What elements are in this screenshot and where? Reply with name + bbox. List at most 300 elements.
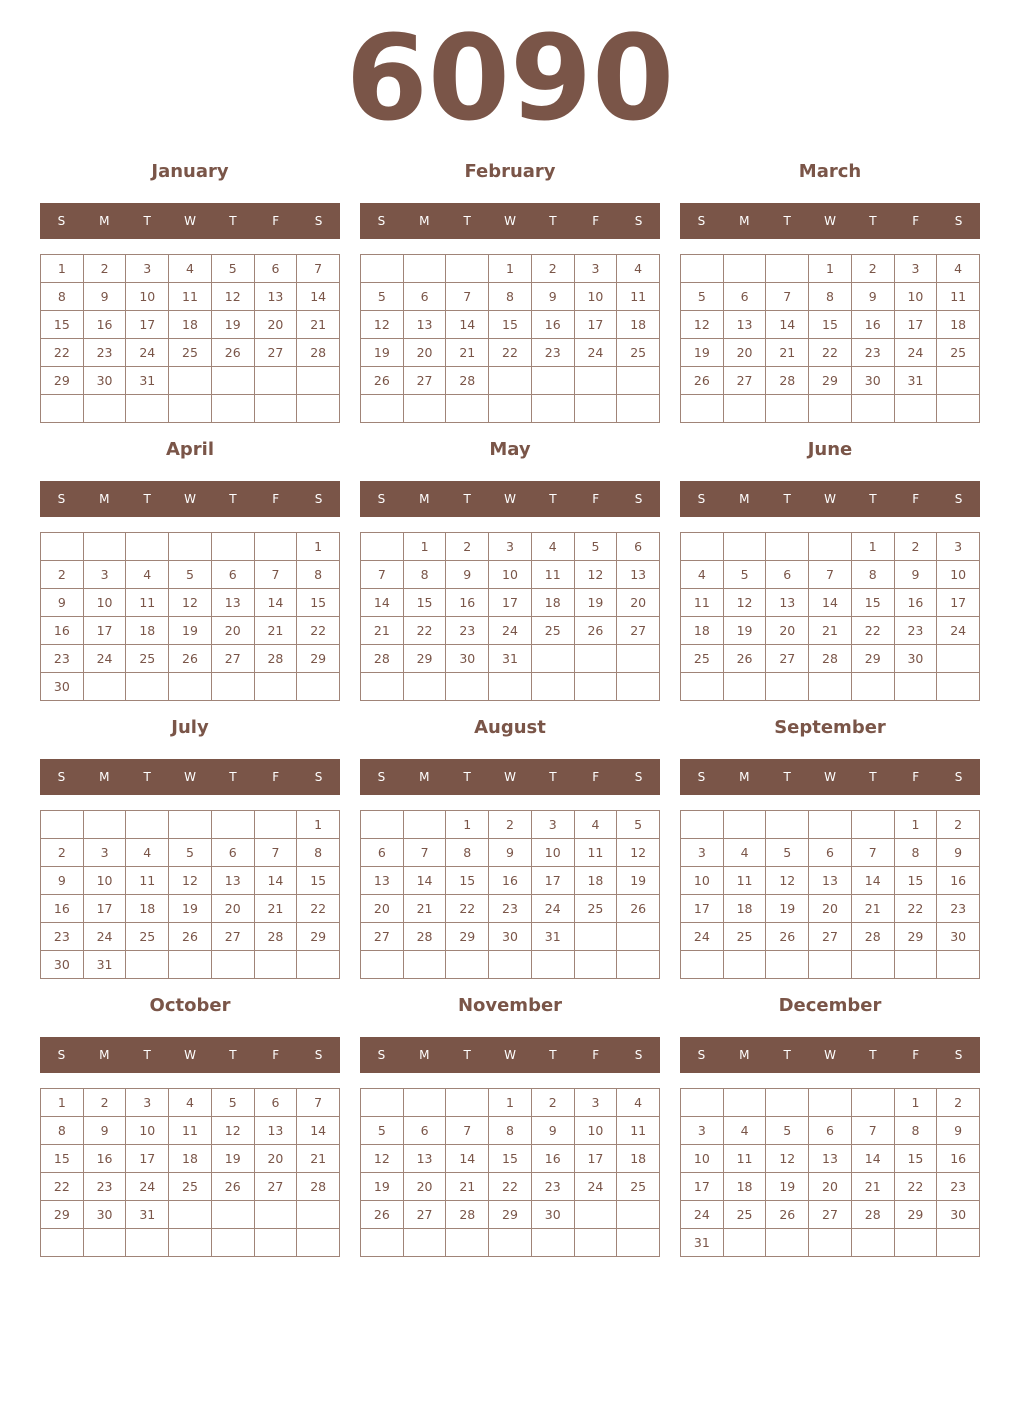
day-cell: 9	[41, 867, 84, 895]
day-cell: 4	[724, 839, 767, 867]
day-cell: 17	[126, 311, 169, 339]
day-cell: 21	[446, 339, 489, 367]
weekday-label: S	[697, 492, 706, 506]
day-cell: 24	[126, 339, 169, 367]
empty-cell	[297, 1201, 340, 1229]
day-cell: 11	[126, 867, 169, 895]
day-cell: 7	[446, 1117, 489, 1145]
day-grid	[40, 810, 340, 979]
day-cell: 16	[41, 895, 84, 923]
day-grid	[40, 254, 340, 423]
day-cell: 20	[766, 617, 809, 645]
empty-cell	[126, 533, 169, 561]
empty-cell	[126, 951, 169, 979]
weekday-label: S	[314, 492, 323, 506]
day-cell: 6	[617, 533, 660, 561]
month-name: June	[807, 439, 853, 460]
day-cell: 20	[361, 895, 404, 923]
empty-cell	[297, 367, 340, 395]
day-cell: 1	[41, 255, 84, 283]
day-cell: 3	[681, 1117, 724, 1145]
weekday-label: S	[57, 1048, 66, 1062]
day-cell: 13	[361, 867, 404, 895]
day-cell: 10	[126, 1117, 169, 1145]
day-grid	[680, 254, 980, 423]
empty-cell	[169, 811, 212, 839]
weekday-label: T	[143, 492, 151, 506]
day-cell: 5	[724, 561, 767, 589]
month-april	[40, 433, 340, 701]
day-cell: 27	[255, 339, 298, 367]
day-cell: 18	[575, 867, 618, 895]
day-cell: 17	[126, 1145, 169, 1173]
day-grid	[40, 1088, 340, 1257]
weekday-label: F	[272, 1048, 280, 1062]
empty-cell	[84, 811, 127, 839]
day-cell: 1	[489, 1089, 532, 1117]
weekday-header	[680, 203, 980, 239]
day-cell: 21	[404, 895, 447, 923]
empty-cell	[617, 395, 660, 423]
day-cell: 23	[489, 895, 532, 923]
weekday-label: T	[143, 770, 151, 784]
day-cell: 5	[169, 839, 212, 867]
day-cell: 26	[361, 367, 404, 395]
day-cell: 10	[575, 1117, 618, 1145]
day-cell: 17	[575, 1145, 618, 1173]
day-cell: 13	[255, 1117, 298, 1145]
empty-cell	[617, 673, 660, 701]
day-grid	[680, 532, 980, 701]
day-cell: 18	[724, 1173, 767, 1201]
day-cell: 27	[212, 923, 255, 951]
day-cell: 5	[575, 533, 618, 561]
weekday-label: T	[229, 1048, 237, 1062]
empty-cell	[361, 395, 404, 423]
day-cell: 18	[169, 311, 212, 339]
empty-cell	[255, 1229, 298, 1257]
empty-cell	[724, 395, 767, 423]
day-cell: 19	[766, 1173, 809, 1201]
weekday-header	[40, 759, 340, 795]
day-cell: 17	[532, 867, 575, 895]
empty-cell	[681, 1089, 724, 1117]
day-cell: 15	[41, 1145, 84, 1173]
day-cell: 3	[489, 533, 532, 561]
day-cell: 10	[84, 867, 127, 895]
weekday-label: S	[954, 1048, 963, 1062]
day-cell: 30	[84, 1201, 127, 1229]
weekday-label: S	[314, 770, 323, 784]
empty-cell	[126, 1229, 169, 1257]
day-cell: 19	[617, 867, 660, 895]
day-cell: 16	[937, 867, 980, 895]
empty-cell	[84, 533, 127, 561]
day-cell: 10	[575, 283, 618, 311]
day-cell: 30	[937, 1201, 980, 1229]
day-cell: 22	[404, 617, 447, 645]
day-cell: 8	[41, 283, 84, 311]
empty-cell	[212, 673, 255, 701]
day-cell: 27	[809, 1201, 852, 1229]
day-cell: 24	[84, 645, 127, 673]
weekday-label: S	[697, 770, 706, 784]
empty-cell	[575, 673, 618, 701]
day-cell: 9	[852, 283, 895, 311]
empty-cell	[404, 1089, 447, 1117]
empty-cell	[255, 395, 298, 423]
weekday-label: S	[57, 492, 66, 506]
day-cell: 4	[575, 811, 618, 839]
day-cell: 15	[297, 867, 340, 895]
day-cell: 18	[617, 1145, 660, 1173]
day-cell: 22	[809, 339, 852, 367]
day-cell: 17	[84, 895, 127, 923]
weekday-header	[680, 759, 980, 795]
empty-cell	[255, 533, 298, 561]
day-cell: 28	[852, 1201, 895, 1229]
day-cell: 4	[169, 1089, 212, 1117]
day-cell: 22	[41, 339, 84, 367]
day-cell: 28	[766, 367, 809, 395]
day-cell: 1	[809, 255, 852, 283]
weekday-label: S	[634, 492, 643, 506]
weekday-label: T	[549, 214, 557, 228]
day-cell: 21	[297, 311, 340, 339]
day-cell: 22	[446, 895, 489, 923]
day-cell: 27	[361, 923, 404, 951]
day-cell: 6	[404, 283, 447, 311]
day-cell: 28	[255, 645, 298, 673]
day-cell: 1	[852, 533, 895, 561]
day-cell: 6	[361, 839, 404, 867]
weekday-label: M	[99, 1048, 110, 1062]
day-cell: 4	[532, 533, 575, 561]
day-cell: 1	[41, 1089, 84, 1117]
empty-cell	[937, 1229, 980, 1257]
day-cell: 25	[617, 1173, 660, 1201]
weekday-label: M	[99, 214, 110, 228]
day-cell: 7	[297, 1089, 340, 1117]
day-cell: 11	[126, 589, 169, 617]
day-cell: 24	[575, 339, 618, 367]
weekday-label: F	[912, 214, 920, 228]
day-cell: 16	[41, 617, 84, 645]
day-cell: 20	[255, 311, 298, 339]
empty-cell	[361, 1229, 404, 1257]
empty-cell	[446, 1089, 489, 1117]
empty-cell	[255, 673, 298, 701]
day-cell: 8	[809, 283, 852, 311]
day-cell: 21	[255, 895, 298, 923]
empty-cell	[255, 1201, 298, 1229]
weekday-label: T	[549, 1048, 557, 1062]
month-name: December	[778, 995, 882, 1016]
empty-cell	[617, 645, 660, 673]
empty-cell	[532, 645, 575, 673]
day-cell: 21	[446, 1173, 489, 1201]
empty-cell	[766, 673, 809, 701]
empty-cell	[84, 395, 127, 423]
day-cell: 25	[681, 645, 724, 673]
day-cell: 15	[895, 1145, 938, 1173]
day-cell: 21	[361, 617, 404, 645]
weekday-label: F	[592, 214, 600, 228]
empty-cell	[361, 533, 404, 561]
empty-cell	[532, 951, 575, 979]
day-cell: 5	[212, 255, 255, 283]
empty-cell	[84, 1229, 127, 1257]
day-cell: 17	[895, 311, 938, 339]
day-cell: 21	[255, 617, 298, 645]
weekday-label: T	[229, 770, 237, 784]
weekday-label: S	[314, 214, 323, 228]
day-cell: 20	[724, 339, 767, 367]
day-cell: 10	[84, 589, 127, 617]
day-cell: 6	[255, 255, 298, 283]
empty-cell	[255, 951, 298, 979]
weekday-label: T	[463, 1048, 471, 1062]
empty-cell	[169, 395, 212, 423]
weekday-label: F	[272, 214, 280, 228]
weekday-label: S	[377, 214, 386, 228]
day-cell: 13	[212, 867, 255, 895]
empty-cell	[809, 1089, 852, 1117]
weekday-label: M	[739, 770, 750, 784]
empty-cell	[681, 951, 724, 979]
empty-cell	[446, 395, 489, 423]
empty-cell	[895, 395, 938, 423]
empty-cell	[169, 1229, 212, 1257]
weekday-label: T	[783, 492, 791, 506]
weekday-label: F	[912, 1048, 920, 1062]
day-cell: 19	[169, 617, 212, 645]
weekday-label: S	[314, 1048, 323, 1062]
day-cell: 1	[895, 811, 938, 839]
day-cell: 28	[404, 923, 447, 951]
day-cell: 25	[532, 617, 575, 645]
day-cell: 24	[895, 339, 938, 367]
day-cell: 13	[404, 1145, 447, 1173]
weekday-label: T	[143, 214, 151, 228]
day-cell: 3	[895, 255, 938, 283]
weekday-label: W	[824, 214, 836, 228]
day-cell: 1	[489, 255, 532, 283]
empty-cell	[404, 951, 447, 979]
day-cell: 24	[84, 923, 127, 951]
empty-cell	[852, 811, 895, 839]
weekday-label: W	[504, 492, 516, 506]
empty-cell	[895, 1229, 938, 1257]
empty-cell	[852, 1089, 895, 1117]
day-cell: 9	[532, 1117, 575, 1145]
day-cell: 3	[681, 839, 724, 867]
day-cell: 6	[212, 839, 255, 867]
day-cell: 11	[937, 283, 980, 311]
day-cell: 25	[169, 1173, 212, 1201]
day-cell: 15	[809, 311, 852, 339]
empty-cell	[809, 395, 852, 423]
empty-cell	[41, 533, 84, 561]
weekday-label: T	[143, 1048, 151, 1062]
weekday-label: W	[824, 492, 836, 506]
day-cell: 8	[895, 1117, 938, 1145]
day-cell: 11	[169, 283, 212, 311]
day-cell: 17	[489, 589, 532, 617]
day-cell: 29	[404, 645, 447, 673]
day-cell: 18	[724, 895, 767, 923]
day-cell: 27	[212, 645, 255, 673]
empty-cell	[766, 951, 809, 979]
weekday-label: F	[592, 492, 600, 506]
weekday-label: S	[634, 770, 643, 784]
weekday-label: S	[697, 214, 706, 228]
day-cell: 1	[297, 533, 340, 561]
day-cell: 11	[724, 1145, 767, 1173]
empty-cell	[895, 951, 938, 979]
day-cell: 6	[809, 839, 852, 867]
day-cell: 6	[724, 283, 767, 311]
empty-cell	[41, 395, 84, 423]
day-cell: 4	[681, 561, 724, 589]
day-cell: 24	[937, 617, 980, 645]
day-cell: 10	[489, 561, 532, 589]
empty-cell	[255, 367, 298, 395]
day-cell: 8	[404, 561, 447, 589]
day-cell: 24	[532, 895, 575, 923]
weekday-label: M	[419, 214, 430, 228]
day-cell: 2	[41, 561, 84, 589]
month-name: November	[457, 995, 563, 1016]
day-cell: 16	[895, 589, 938, 617]
weekday-label: T	[229, 214, 237, 228]
day-cell: 15	[41, 311, 84, 339]
day-cell: 17	[84, 617, 127, 645]
day-cell: 23	[41, 645, 84, 673]
day-cell: 24	[681, 1201, 724, 1229]
weekday-label: M	[99, 492, 110, 506]
day-cell: 11	[724, 867, 767, 895]
day-cell: 26	[361, 1201, 404, 1229]
day-cell: 16	[937, 1145, 980, 1173]
day-cell: 15	[852, 589, 895, 617]
day-cell: 29	[895, 923, 938, 951]
day-cell: 27	[404, 1201, 447, 1229]
weekday-label: W	[504, 770, 516, 784]
day-cell: 12	[212, 283, 255, 311]
day-cell: 3	[126, 255, 169, 283]
day-cell: 25	[575, 895, 618, 923]
weekday-label: S	[377, 492, 386, 506]
day-cell: 8	[297, 839, 340, 867]
day-cell: 30	[532, 1201, 575, 1229]
day-grid	[680, 810, 980, 979]
empty-cell	[297, 1229, 340, 1257]
month-january	[40, 155, 340, 423]
day-cell: 1	[446, 811, 489, 839]
month-may	[360, 433, 660, 701]
day-cell: 13	[809, 1145, 852, 1173]
day-cell: 4	[126, 839, 169, 867]
day-cell: 9	[489, 839, 532, 867]
empty-cell	[724, 1089, 767, 1117]
empty-cell	[532, 395, 575, 423]
day-cell: 28	[297, 339, 340, 367]
day-cell: 21	[297, 1145, 340, 1173]
weekday-header	[40, 481, 340, 517]
weekday-label: W	[184, 1048, 196, 1062]
empty-cell	[446, 951, 489, 979]
empty-cell	[297, 395, 340, 423]
weekday-header	[680, 1037, 980, 1073]
weekday-header	[680, 481, 980, 517]
weekday-label: M	[739, 1048, 750, 1062]
day-cell: 10	[126, 283, 169, 311]
day-cell: 29	[895, 1201, 938, 1229]
day-cell: 31	[126, 1201, 169, 1229]
day-cell: 18	[126, 895, 169, 923]
day-cell: 20	[404, 1173, 447, 1201]
day-cell: 23	[532, 339, 575, 367]
empty-cell	[84, 673, 127, 701]
day-cell: 19	[361, 1173, 404, 1201]
empty-cell	[724, 951, 767, 979]
empty-cell	[575, 645, 618, 673]
weekday-header	[40, 203, 340, 239]
day-cell: 6	[212, 561, 255, 589]
month-november	[360, 989, 660, 1257]
weekday-label: T	[869, 492, 877, 506]
day-cell: 2	[532, 255, 575, 283]
empty-cell	[766, 395, 809, 423]
day-cell: 16	[532, 1145, 575, 1173]
day-cell: 22	[297, 617, 340, 645]
day-cell: 24	[489, 617, 532, 645]
day-cell: 31	[84, 951, 127, 979]
weekday-label: T	[229, 492, 237, 506]
weekday-header	[360, 759, 660, 795]
day-cell: 6	[766, 561, 809, 589]
day-cell: 26	[724, 645, 767, 673]
empty-cell	[575, 951, 618, 979]
weekday-label: S	[634, 214, 643, 228]
day-cell: 11	[617, 1117, 660, 1145]
day-cell: 14	[766, 311, 809, 339]
empty-cell	[809, 673, 852, 701]
weekday-label: S	[634, 1048, 643, 1062]
day-cell: 8	[895, 839, 938, 867]
empty-cell	[852, 673, 895, 701]
day-cell: 19	[766, 895, 809, 923]
day-cell: 13	[255, 283, 298, 311]
day-cell: 18	[681, 617, 724, 645]
day-cell: 14	[255, 867, 298, 895]
day-cell: 18	[937, 311, 980, 339]
day-cell: 27	[255, 1173, 298, 1201]
month-name: April	[165, 439, 215, 460]
empty-cell	[617, 923, 660, 951]
month-name: September	[774, 717, 886, 738]
day-cell: 26	[575, 617, 618, 645]
month-march	[680, 155, 980, 423]
day-cell: 30	[937, 923, 980, 951]
empty-cell	[446, 255, 489, 283]
day-cell: 16	[532, 311, 575, 339]
day-cell: 20	[809, 1173, 852, 1201]
day-cell: 23	[84, 1173, 127, 1201]
weekday-label: F	[592, 1048, 600, 1062]
weekday-label: T	[869, 1048, 877, 1062]
